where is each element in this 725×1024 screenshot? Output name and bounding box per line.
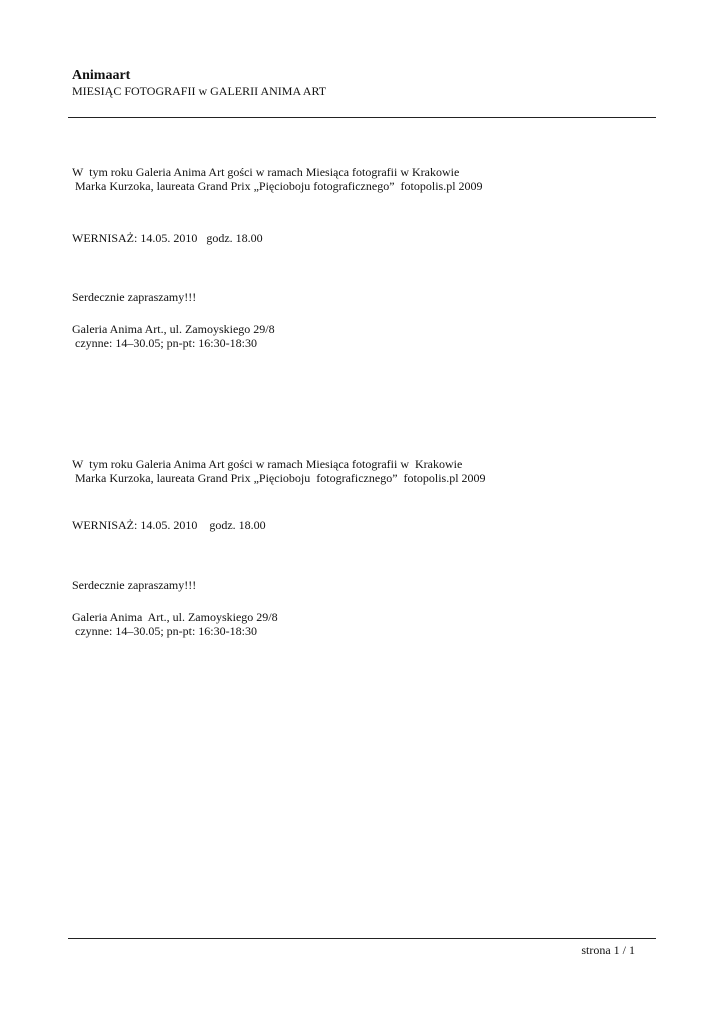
header-divider [68,117,656,118]
hours-line: czynne: 14–30.05; pn-pt: 16:30-18:30 [72,624,257,638]
invitation-1 [72,290,632,304]
vernissage-line: WERNISAŻ: 14.05. 2010 godz. 18.00 [72,518,266,532]
intro-line: W tym roku Galeria Anima Art gości w ramach Miesiąca fotografii w Krakowie [72,457,463,471]
address-line: Galeria Anima Art., ul. Zamoyskiego 29/8 [72,610,278,624]
page-subtitle: MIESIĄC FOTOGRAFII w GALERII ANIMA ART [72,84,327,98]
intro-line: Marka Kurzoka, laureata Grand Prix „Pięcioboju fotograficznego” fotopolis.pl 2009 [72,179,483,193]
hours-line: czynne: 14–30.05; pn-pt: 16:30-18:30 [72,336,257,350]
vernissage-info-1 [72,231,632,245]
intro-line: W tym roku Galeria Anima Art gości w ramach Miesiąca fotografii w Krakowie [72,165,460,179]
vernissage-info-2 [72,518,632,532]
intro-line: Marka Kurzoka, laureata Grand Prix „Pięcioboju fotograficznego” fotopolis.pl 2009 [72,471,486,485]
announcement-intro-1 [72,165,632,193]
vernissage-line: WERNISAŻ: 14.05. 2010 godz. 18.00 [72,231,263,245]
invitation-line: Serdecznie zapraszamy!!! [72,290,197,304]
footer-divider [68,938,656,939]
announcement-intro-2 [72,457,632,485]
page-number: strona 1 / 1 [581,943,635,957]
gallery-address-2 [72,610,632,638]
invitation-line: Serdecznie zapraszamy!!! [72,578,197,592]
gallery-address-1 [72,322,632,350]
address-line: Galeria Anima Art., ul. Zamoyskiego 29/8 [72,322,275,336]
page-header [72,68,662,98]
site-name: Animaart [72,68,131,83]
invitation-2 [72,578,632,592]
